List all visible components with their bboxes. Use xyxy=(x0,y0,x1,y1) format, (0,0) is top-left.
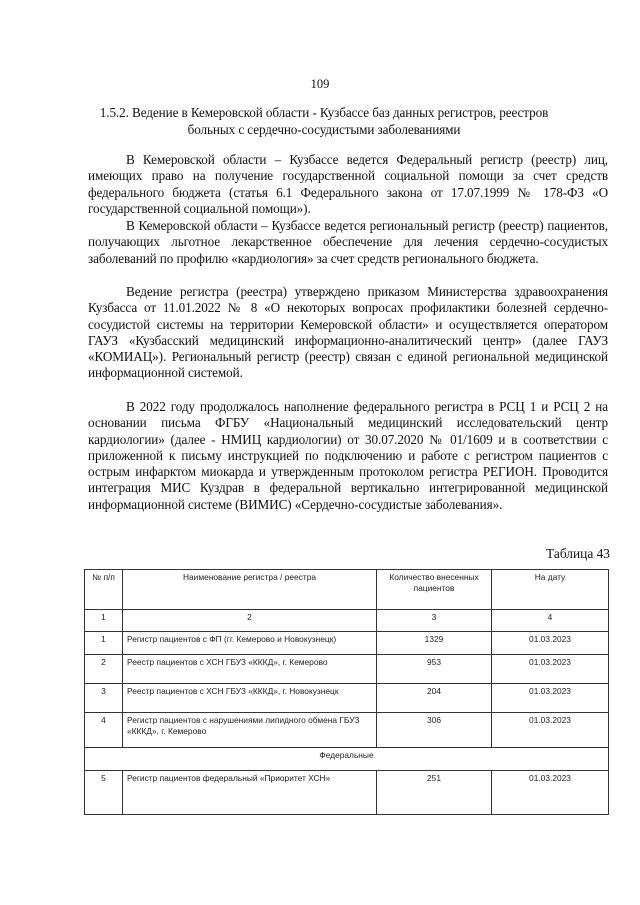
column-number-row xyxy=(85,610,609,632)
page-number: 109 xyxy=(310,77,330,91)
register-name: Регистр пациентов с ФП (гг. Кемерово и Новокузнецк) xyxy=(123,632,377,655)
table-row xyxy=(85,684,609,713)
row-number: 1 xyxy=(85,632,123,655)
patient-count: 1329 xyxy=(377,632,492,655)
register-name: Регистр пациентов с нарушениями липидного обмена ГБУЗ «КККД», г. Кемерово xyxy=(123,713,377,748)
patient-count: 306 xyxy=(377,713,492,748)
date: 01.03.2023 xyxy=(492,713,609,748)
paragraph-4 xyxy=(88,399,608,513)
patient-count: 953 xyxy=(377,655,492,684)
section-heading: 1.5.2. Ведение в Кемеровской области - Кузбассе баз данных регистров, реестров больных с сердечно-сосудистыми заболеваниями xyxy=(99,105,549,137)
column-number: 2 xyxy=(123,610,377,632)
header-number: № п/п xyxy=(85,570,123,610)
column-number: 3 xyxy=(377,610,492,632)
table-section-row xyxy=(85,748,609,771)
register-name: Регистр пациентов федеральный «Приоритет ХСН» xyxy=(123,771,377,815)
paragraph-text: В 2022 году продолжалось наполнение федерального регистра в РСЦ 1 и РСЦ 2 на основании письма ФГБУ «Национальный медицинский исследовательский центр кардиологии» (далее - НМИЦ кардиологии) от 30.07.2020 № 01/1609 и в соответствии с приложенной к письму инструкцией по подключению и работе с регистром пациентов с острым инфарктом миокарда и утвержденным протоколом регистра РЕГИОН. Проводится интеграция МИС Куздрав в федеральной вертикально интегрированной медицинской информационной системе (ВИМИС) «Сердечно-сосудистые заболевания». xyxy=(88,399,608,512)
header-date: На дату xyxy=(492,570,609,610)
paragraph-text: В Кемеровской области – Кузбассе ведется региональный регистр (реестр) пациентов, получающих льготное лекарственное обеспечение для лечения сердечно-сосудистых заболеваний по профилю «кардиология» за счет средств регионального бюджета. xyxy=(88,218,608,266)
paragraph-1 xyxy=(88,152,608,217)
header-patient-count: Количество внесенных пациентов xyxy=(377,570,492,610)
paragraph-2 xyxy=(88,218,608,267)
patient-count: 204 xyxy=(377,684,492,713)
patient-count: 251 xyxy=(377,771,492,815)
date: 01.03.2023 xyxy=(492,632,609,655)
date: 01.03.2023 xyxy=(492,655,609,684)
registers-table xyxy=(84,569,609,815)
column-number: 4 xyxy=(492,610,609,632)
table-row xyxy=(85,713,609,748)
table-row xyxy=(85,655,609,684)
row-number: 5 xyxy=(85,771,123,815)
table-header-row xyxy=(85,570,609,610)
section-label: Федеральные xyxy=(85,748,609,771)
date: 01.03.2023 xyxy=(492,771,609,815)
row-number: 3 xyxy=(85,684,123,713)
register-name: Реестр пациентов с ХСН ГБУЗ «КККД», г. Кемерово xyxy=(123,655,377,684)
register-name: Реестр пациентов с ХСН ГБУЗ «КККД», г. Новокузнецк xyxy=(123,684,377,713)
paragraph-text: В Кемеровской области – Кузбассе ведется Федеральный регистр (реестр) лиц, имеющих право на получение государственной социальной помощи за счет средств федерального бюджета (статья 6.1 Федерального закона от 17.07.1999 № 178-ФЗ «О государственной социальной помощи»). xyxy=(88,152,608,216)
table-caption: Таблица 43 xyxy=(546,546,610,561)
paragraph-text: Ведение регистра (реестра) утверждено приказом Министерства здравоохранения Кузбасса от 11.01.2022 № 8 «О некоторых вопросах профилактики болезней сердечно-сосудистой системы на территории Кемеровской области» и осуществляется оператором ГАУЗ «Кузбасский медицинский информационно-аналитический центр» (далее ГАУЗ «КОМИАЦ»). Региональный регистр (реестр) связан с единой региональной медицинской информационной системой. xyxy=(88,284,608,381)
header-register-name: Наименование регистра / реестра xyxy=(123,570,377,610)
column-number: 1 xyxy=(85,610,123,632)
paragraph-3 xyxy=(88,284,608,382)
row-number: 2 xyxy=(85,655,123,684)
row-number: 4 xyxy=(85,713,123,748)
table-row xyxy=(85,632,609,655)
date: 01.03.2023 xyxy=(492,684,609,713)
table-row xyxy=(85,771,609,815)
